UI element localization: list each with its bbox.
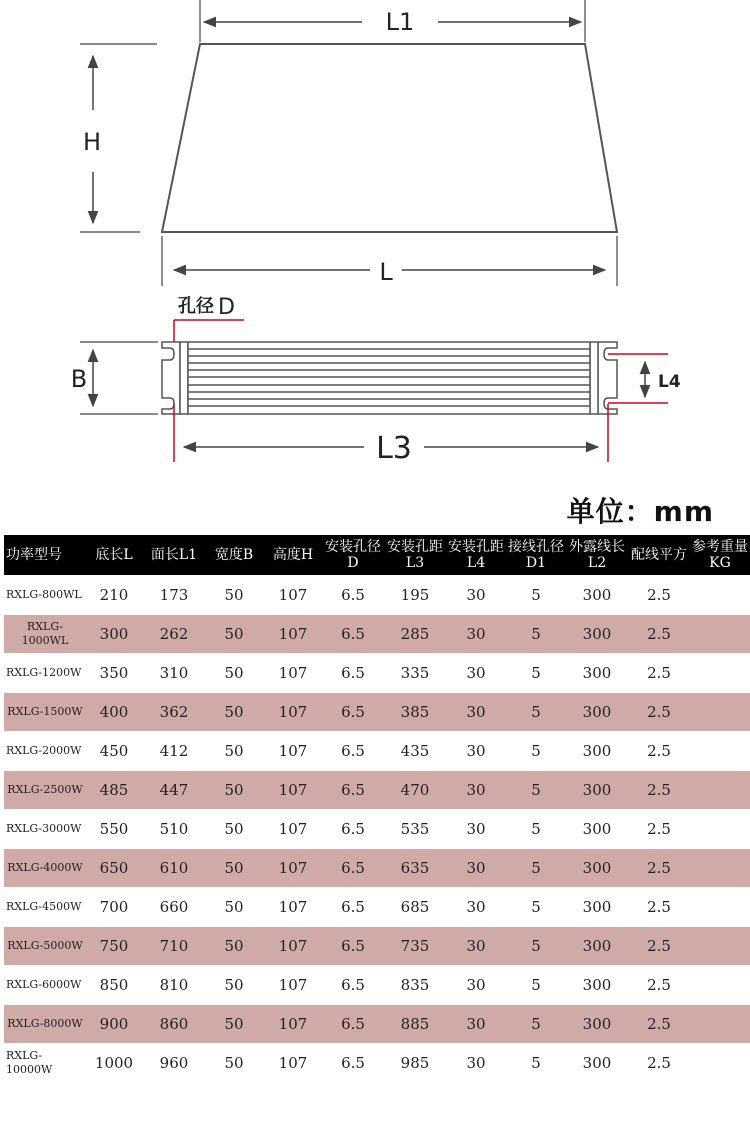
table-cell: 5 bbox=[506, 888, 566, 927]
table-cell: 262 bbox=[144, 615, 204, 654]
l1-label: L1 bbox=[385, 8, 415, 36]
table-cell: 6.5 bbox=[322, 615, 384, 654]
column-header: 安装孔径D bbox=[322, 535, 384, 576]
table-cell: 470 bbox=[384, 771, 446, 810]
column-header: 功率型号 bbox=[4, 535, 84, 576]
table-cell: 2.5 bbox=[628, 888, 690, 927]
table-cell: 5 bbox=[506, 927, 566, 966]
column-header: 底长L bbox=[84, 535, 144, 576]
table-cell: 610 bbox=[144, 849, 204, 888]
table-cell: 2.5 bbox=[628, 732, 690, 771]
table-cell: 50 bbox=[204, 1005, 264, 1044]
table-cell: 435 bbox=[384, 732, 446, 771]
table-cell: 6.5 bbox=[322, 1044, 384, 1083]
table-cell: 750 bbox=[84, 927, 144, 966]
table-cell: 6.5 bbox=[322, 927, 384, 966]
table-cell: 700 bbox=[84, 888, 144, 927]
table-cell: 6.5 bbox=[322, 1005, 384, 1044]
table-cell: 400 bbox=[84, 693, 144, 732]
model-cell: RXLG-3000W bbox=[4, 810, 84, 849]
table-cell: 107 bbox=[264, 732, 322, 771]
table-cell: 300 bbox=[566, 1005, 628, 1044]
dimension-l4 bbox=[608, 354, 681, 403]
table-row bbox=[4, 771, 750, 810]
table-cell: 6.5 bbox=[322, 966, 384, 1005]
table-cell: 2.5 bbox=[628, 771, 690, 810]
table-cell: 30 bbox=[446, 927, 506, 966]
table-cell: 107 bbox=[264, 927, 322, 966]
table-cell: 50 bbox=[204, 576, 264, 615]
table-cell: 50 bbox=[204, 966, 264, 1005]
table-row bbox=[4, 732, 750, 771]
table-cell: 2.5 bbox=[628, 1005, 690, 1044]
table-row bbox=[4, 615, 750, 654]
table-cell: 5 bbox=[506, 576, 566, 615]
table-cell: 300 bbox=[566, 810, 628, 849]
table-cell: 107 bbox=[264, 654, 322, 693]
model-cell: RXLG-1000WL bbox=[4, 615, 84, 654]
unit-label: 单位：mm bbox=[566, 495, 714, 528]
table-cell: 685 bbox=[384, 888, 446, 927]
dimension-h bbox=[80, 44, 157, 232]
model-cell: RXLG-10000W bbox=[4, 1044, 84, 1083]
table-cell: 300 bbox=[566, 654, 628, 693]
table-cell: 2.5 bbox=[628, 654, 690, 693]
column-header: 高度H bbox=[264, 535, 322, 576]
table-cell: 210 bbox=[84, 576, 144, 615]
table-cell: 50 bbox=[204, 1044, 264, 1083]
resistor-side-profile bbox=[162, 44, 617, 232]
table-cell: 362 bbox=[144, 693, 204, 732]
table-row bbox=[4, 1044, 750, 1083]
model-cell: RXLG-800WL bbox=[4, 576, 84, 615]
table-cell: 300 bbox=[566, 732, 628, 771]
table-cell bbox=[690, 927, 750, 966]
table-cell: 107 bbox=[264, 576, 322, 615]
table-cell: 107 bbox=[264, 1044, 322, 1083]
table-cell: 30 bbox=[446, 888, 506, 927]
table-cell: 2.5 bbox=[628, 693, 690, 732]
table-cell: 50 bbox=[204, 849, 264, 888]
table-cell: 310 bbox=[144, 654, 204, 693]
table-cell: 5 bbox=[506, 849, 566, 888]
table-row bbox=[4, 693, 750, 732]
table-cell: 30 bbox=[446, 771, 506, 810]
table-cell: 860 bbox=[144, 1005, 204, 1044]
column-header: 外露线长L2 bbox=[566, 535, 628, 576]
dimension-l1 bbox=[200, 0, 585, 42]
table-cell: 50 bbox=[204, 771, 264, 810]
table-cell: 6.5 bbox=[322, 888, 384, 927]
table-cell: 300 bbox=[566, 693, 628, 732]
column-header: 安装孔距L3 bbox=[384, 535, 446, 576]
l3-label: L3 bbox=[376, 431, 412, 466]
table-cell: 50 bbox=[204, 615, 264, 654]
model-cell: RXLG-1200W bbox=[4, 654, 84, 693]
table-cell: 6.5 bbox=[322, 810, 384, 849]
b-label: B bbox=[70, 365, 88, 393]
table-cell: 735 bbox=[384, 927, 446, 966]
table-cell bbox=[690, 732, 750, 771]
model-cell: RXLG-8000W bbox=[4, 1005, 84, 1044]
table-cell: 2.5 bbox=[628, 849, 690, 888]
table-cell: 550 bbox=[84, 810, 144, 849]
spec-table-body bbox=[4, 576, 750, 1083]
table-cell: 5 bbox=[506, 966, 566, 1005]
table-cell bbox=[690, 693, 750, 732]
table-cell: 2.5 bbox=[628, 576, 690, 615]
table-cell: 300 bbox=[566, 1044, 628, 1083]
spec-table-header bbox=[4, 535, 750, 576]
table-cell: 810 bbox=[144, 966, 204, 1005]
table-cell: 30 bbox=[446, 732, 506, 771]
model-cell: RXLG-4000W bbox=[4, 849, 84, 888]
table-cell: 50 bbox=[204, 810, 264, 849]
table-row bbox=[4, 576, 750, 615]
table-cell: 30 bbox=[446, 576, 506, 615]
table-cell: 6.5 bbox=[322, 576, 384, 615]
table-cell: 350 bbox=[84, 654, 144, 693]
table-cell: 195 bbox=[384, 576, 446, 615]
model-cell: RXLG-6000W bbox=[4, 966, 84, 1005]
table-cell: 300 bbox=[566, 927, 628, 966]
table-cell: 6.5 bbox=[322, 849, 384, 888]
table-cell: 300 bbox=[566, 849, 628, 888]
dimension-b bbox=[71, 342, 158, 414]
table-cell: 50 bbox=[204, 888, 264, 927]
table-cell: 30 bbox=[446, 1044, 506, 1083]
table-cell: 450 bbox=[84, 732, 144, 771]
spec-table bbox=[4, 535, 750, 1083]
table-cell: 6.5 bbox=[322, 693, 384, 732]
table-cell: 635 bbox=[384, 849, 446, 888]
column-header: 面长L1 bbox=[144, 535, 204, 576]
table-cell bbox=[690, 576, 750, 615]
table-cell: 510 bbox=[144, 810, 204, 849]
table-cell: 107 bbox=[264, 615, 322, 654]
model-cell: RXLG-4500W bbox=[4, 888, 84, 927]
table-cell: 5 bbox=[506, 693, 566, 732]
table-cell: 5 bbox=[506, 810, 566, 849]
table-cell: 650 bbox=[84, 849, 144, 888]
table-cell: 6.5 bbox=[322, 654, 384, 693]
table-cell: 6.5 bbox=[322, 732, 384, 771]
table-cell: 300 bbox=[566, 771, 628, 810]
model-cell: RXLG-2000W bbox=[4, 732, 84, 771]
table-cell: 985 bbox=[384, 1044, 446, 1083]
column-header: 安装孔距L4 bbox=[446, 535, 506, 576]
table-cell: 5 bbox=[506, 615, 566, 654]
table-cell: 107 bbox=[264, 693, 322, 732]
table-cell: 300 bbox=[566, 888, 628, 927]
table-cell: 485 bbox=[84, 771, 144, 810]
hole-letter: D bbox=[218, 295, 235, 320]
h-label: H bbox=[82, 128, 102, 156]
table-cell bbox=[690, 615, 750, 654]
table-cell: 107 bbox=[264, 771, 322, 810]
table-cell: 2.5 bbox=[628, 927, 690, 966]
table-cell: 50 bbox=[204, 732, 264, 771]
table-cell: 2.5 bbox=[628, 810, 690, 849]
table-cell: 5 bbox=[506, 1044, 566, 1083]
table-cell: 2.5 bbox=[628, 615, 690, 654]
model-cell: RXLG-5000W bbox=[4, 927, 84, 966]
table-cell: 447 bbox=[144, 771, 204, 810]
table-cell bbox=[690, 810, 750, 849]
resistor-top-view bbox=[162, 342, 617, 414]
table-cell: 300 bbox=[566, 576, 628, 615]
table-cell: 5 bbox=[506, 1005, 566, 1044]
column-header: 宽度B bbox=[204, 535, 264, 576]
table-row bbox=[4, 966, 750, 1005]
table-cell: 285 bbox=[384, 615, 446, 654]
table-cell bbox=[690, 1005, 750, 1044]
table-cell: 660 bbox=[144, 888, 204, 927]
table-cell: 885 bbox=[384, 1005, 446, 1044]
table-cell: 2.5 bbox=[628, 1044, 690, 1083]
table-row bbox=[4, 810, 750, 849]
table-cell: 335 bbox=[384, 654, 446, 693]
table-cell: 30 bbox=[446, 1005, 506, 1044]
hole-label: 孔径 bbox=[178, 296, 214, 317]
table-row bbox=[4, 927, 750, 966]
table-cell: 30 bbox=[446, 810, 506, 849]
table-cell: 173 bbox=[144, 576, 204, 615]
table-cell: 835 bbox=[384, 966, 446, 1005]
table-row bbox=[4, 654, 750, 693]
table-cell: 50 bbox=[204, 927, 264, 966]
table-cell: 900 bbox=[84, 1005, 144, 1044]
table-cell: 30 bbox=[446, 849, 506, 888]
table-cell: 385 bbox=[384, 693, 446, 732]
table-cell: 1000 bbox=[84, 1044, 144, 1083]
table-row bbox=[4, 888, 750, 927]
table-cell bbox=[690, 966, 750, 1005]
table-cell: 412 bbox=[144, 732, 204, 771]
table-cell: 300 bbox=[84, 615, 144, 654]
table-cell: 107 bbox=[264, 849, 322, 888]
table-cell: 5 bbox=[506, 771, 566, 810]
model-cell: RXLG-1500W bbox=[4, 693, 84, 732]
table-cell: 535 bbox=[384, 810, 446, 849]
table-cell: 30 bbox=[446, 966, 506, 1005]
model-cell: RXLG-2500W bbox=[4, 771, 84, 810]
l-label: L bbox=[379, 258, 393, 286]
table-cell: 300 bbox=[566, 966, 628, 1005]
table-row bbox=[4, 1005, 750, 1044]
column-header: 接线孔径D1 bbox=[506, 535, 566, 576]
table-cell: 107 bbox=[264, 966, 322, 1005]
table-cell: 5 bbox=[506, 654, 566, 693]
table-cell: 107 bbox=[264, 888, 322, 927]
table-cell bbox=[690, 654, 750, 693]
table-cell: 107 bbox=[264, 1005, 322, 1044]
column-header: 参考重量KG bbox=[690, 535, 750, 576]
table-cell: 30 bbox=[446, 693, 506, 732]
table-cell: 30 bbox=[446, 654, 506, 693]
header-row bbox=[4, 535, 750, 576]
table-cell: 960 bbox=[144, 1044, 204, 1083]
table-cell bbox=[690, 771, 750, 810]
table-cell bbox=[690, 849, 750, 888]
dimension-l bbox=[162, 236, 617, 286]
l4-label: L4 bbox=[658, 372, 681, 392]
column-header: 配线平方 bbox=[628, 535, 690, 576]
table-row bbox=[4, 849, 750, 888]
table-cell bbox=[690, 888, 750, 927]
table-cell: 5 bbox=[506, 732, 566, 771]
table-cell: 710 bbox=[144, 927, 204, 966]
table-cell: 850 bbox=[84, 966, 144, 1005]
table-cell: 300 bbox=[566, 615, 628, 654]
table-cell: 6.5 bbox=[322, 771, 384, 810]
table-cell: 107 bbox=[264, 810, 322, 849]
dimension-drawing bbox=[0, 0, 750, 480]
table-cell: 50 bbox=[204, 693, 264, 732]
table-cell bbox=[690, 1044, 750, 1083]
table-cell: 2.5 bbox=[628, 966, 690, 1005]
table-cell: 30 bbox=[446, 615, 506, 654]
table-cell: 50 bbox=[204, 654, 264, 693]
